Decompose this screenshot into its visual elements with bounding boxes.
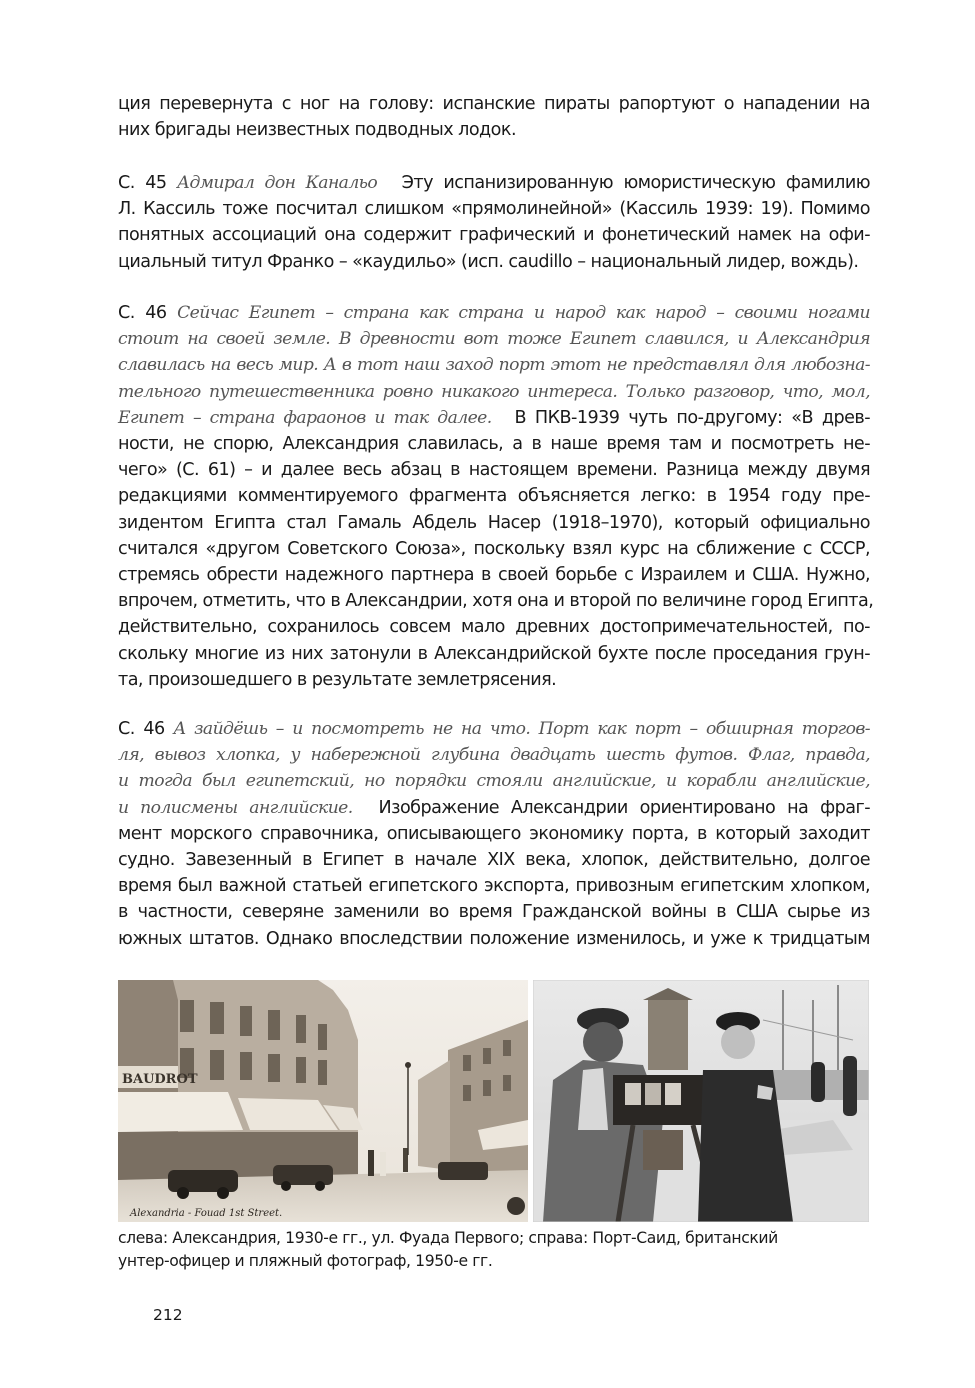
text-line: чего» (С. 61) – и далее весь абзац в настоящем времени. Разница между двумя (118, 460, 870, 481)
quote-text: Адмирал дон Канальо (177, 173, 378, 193)
text-line: впрочем, отметить, что в Александрии, хотя она и второй по величине город Египта, (118, 591, 874, 612)
text-line: ности, не спорю, Александрия славилась, а в наше время там и посмотреть не- (118, 434, 870, 455)
page-number: 212 (153, 1306, 183, 1324)
commentary-text: В ПКВ-1939 чуть по-другому: «В древ- (514, 407, 871, 428)
text-line: та, произошедшего в результате землетрясения. (118, 669, 557, 690)
quote-line: и тогда был египетский, но порядки стояли английские, и корабли английские, (118, 771, 870, 792)
shop-sign-text: BAUDROT (122, 1072, 198, 1087)
caption-line: слева: Александрия, 1930-е гг., ул. Фуада Первого; справа: Порт-Саид, британский (118, 1229, 778, 1247)
commentary-text: Эту испанизированную юмористическую фамилию (401, 173, 871, 193)
quote-line: тельного путешественника ровно никакого интереса. Только разговор, что, мол, (118, 381, 870, 402)
text-line: циальный титул Франко – «каудильо» (исп. caudillo – национальный лидер, вождь). (118, 251, 859, 272)
commentary-entry-port (118, 716, 870, 952)
text-line: зидентом Египта стал Гамаль Абдель Насер (1918–1970), который официально (118, 512, 870, 533)
quote-text: Сейчас Египет – страна как страна и народ как народ – своими ногами (177, 303, 870, 323)
paragraph-continuation (118, 91, 870, 143)
text-line: южных штатов. Однако впоследствии положение изменилось, и уже к тридцатым (118, 928, 870, 949)
page-reference: С. 46 (118, 303, 167, 323)
text-line: время был важной статьей египетского экспорта, привозным египетским хлопком, (118, 876, 870, 897)
text-line: мент морского справочника, описывающего экономику порта, в который заходит (118, 823, 870, 844)
photo-port-said-photographer (533, 980, 869, 1222)
quote-text: А зайдёшь – и посмотреть не на что. Порт как порт – обширная торгов- (173, 719, 871, 739)
quote-text: и полисмены английские. (118, 797, 353, 818)
photo-caption (118, 1227, 878, 1273)
text-line: ция перевернута с ног на голову: испанские пираты рапортуют о нападении на (118, 94, 870, 114)
page-reference: С. 46 (118, 719, 165, 739)
text-line: скольку многие из них затонули в Александрийской бухте после проседания грун- (118, 643, 870, 664)
caption-line: унтер-офицер и пляжный фотограф, 1950-е гг. (118, 1252, 493, 1270)
text-line: них бригады неизвестных подводных лодок. (118, 120, 516, 141)
commentary-text: Изображение Александрии ориентировано на фраг- (378, 797, 870, 818)
text-line: понятных ассоциаций она содержит графический и фонетический намек на офи- (118, 225, 870, 246)
photo-alexandria-street (118, 980, 528, 1222)
photo-handwriting: Alexandria - Fouad 1st Street. (130, 1208, 283, 1219)
quote-text: Египет – страна фараонов и так далее. (118, 407, 492, 428)
text-line: Л. Кассиль тоже посчитал слишком «прямолинейной» (Кассиль 1939: 19). Помимо (118, 199, 870, 220)
text-line: в частности, северяне заменили во время Гражданской войны в США сырье из (118, 902, 870, 923)
page-reference: С. 45 (118, 173, 167, 193)
text-line: судно. Завезенный в Египет в начале XIX века, хлопок, действительно, долгое (118, 850, 870, 871)
text-line: стремясь обрести надежного партнера в своей борьбе с Израилем и США. Нужно, (118, 565, 870, 586)
text-line: считался «другом Советского Союза», поскольку взял курс на сближение с СССР, (118, 538, 870, 559)
commentary-entry-admiral (118, 170, 870, 275)
commentary-entry-egypt (118, 300, 874, 693)
text-line: редакциями комментируемого фрагмента объясняется легко: в 1954 году пре- (118, 486, 870, 507)
text-line: действительно, сохранилось совсем мало древних достопримечательностей, по- (118, 617, 870, 638)
quote-line: ля, вывоз хлопка, у набережной глубина двадцать шесть футов. Флаг, правда, (118, 745, 870, 766)
quote-line: славилась на весь мир. А в тот наш заход порт этот не представлял для любозна- (118, 355, 870, 376)
quote-line: стоит на своей земле. В древности вот тоже Египет славился, и Александрия (118, 329, 870, 350)
